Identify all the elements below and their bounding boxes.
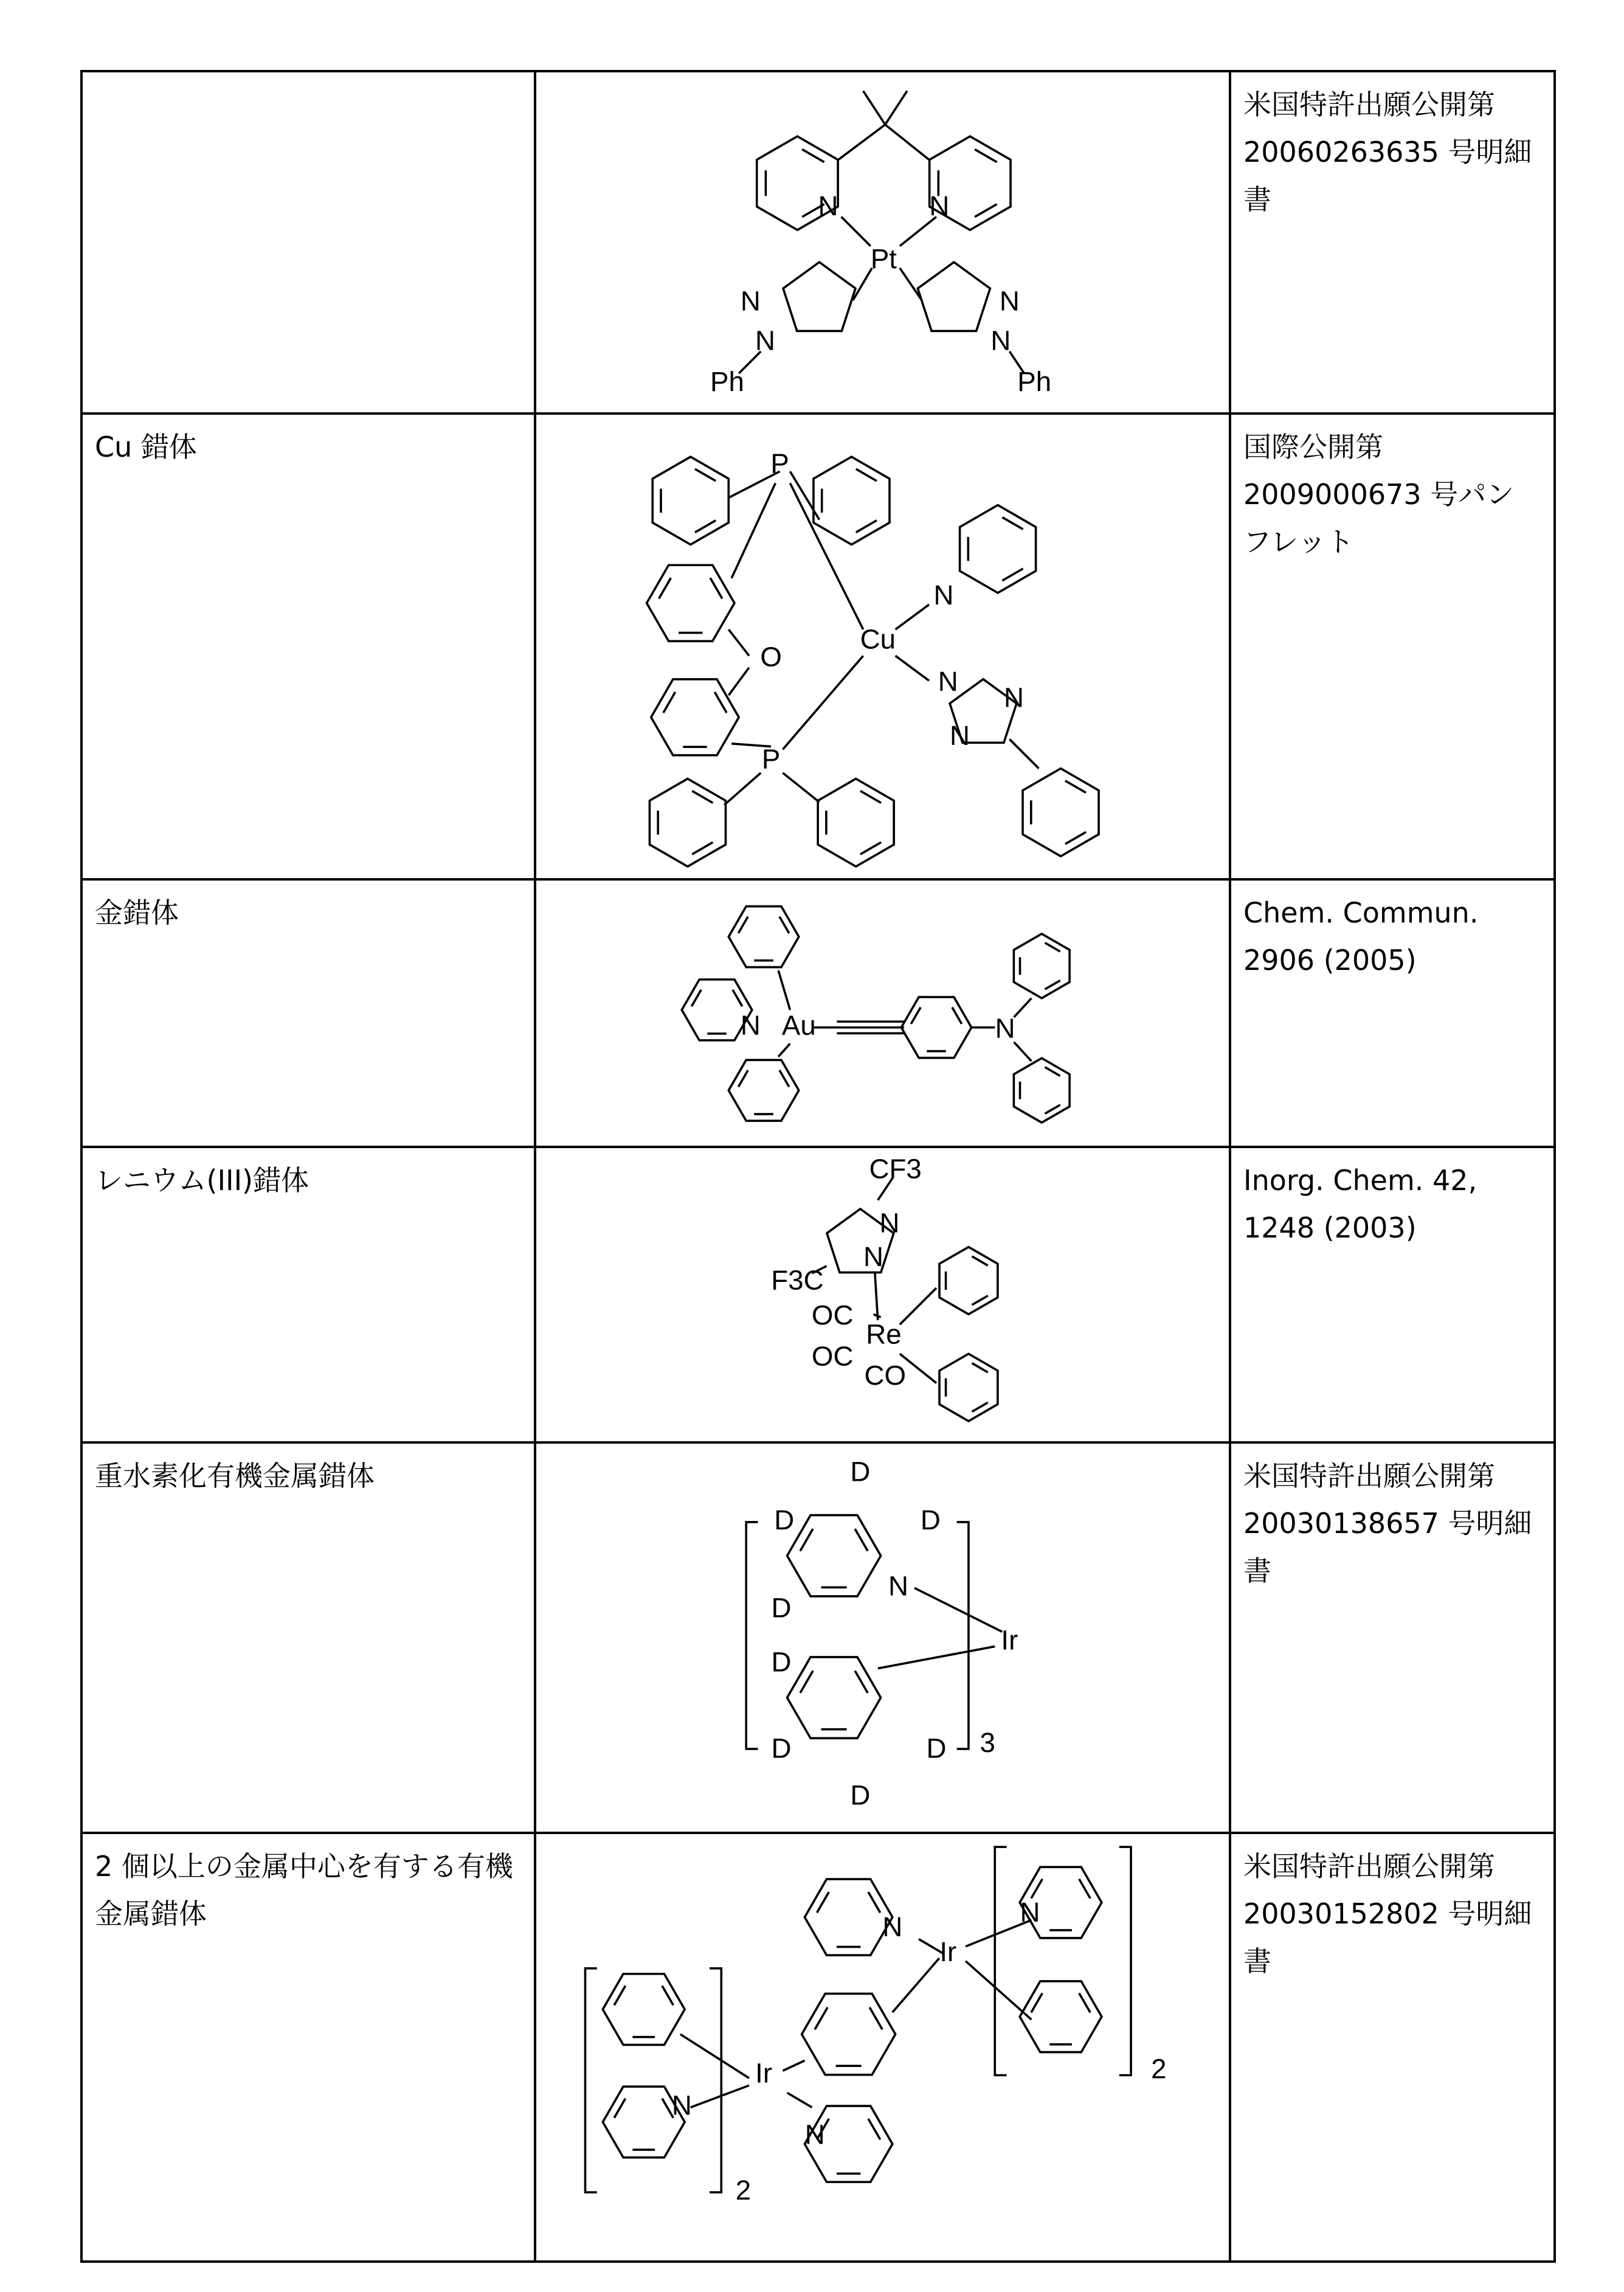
pt-complex-atom-label: N bbox=[990, 325, 1011, 356]
category-cell bbox=[81, 71, 535, 414]
dinuclear-ir-complex-atom-label: N bbox=[1020, 1897, 1040, 1928]
structure-cell bbox=[535, 1147, 1230, 1442]
cu-complex-atom-label: N bbox=[950, 720, 970, 751]
deuterated-ir-complex-atom-label: Ir bbox=[1001, 1624, 1018, 1655]
reference-cell bbox=[1230, 1833, 1555, 2262]
structure-cell bbox=[535, 879, 1230, 1147]
dinuclear-ir-complex-atom-label: N bbox=[805, 2119, 825, 2150]
pt-complex-atom-label: Ph bbox=[1017, 366, 1051, 397]
cu-complex-atom-label: Cu bbox=[860, 623, 896, 654]
deuterated-ir-complex-atom-label: D bbox=[927, 1733, 947, 1764]
deuterated-ir-complex-atom-label: D bbox=[850, 1456, 870, 1487]
pt-complex-atom-label: N bbox=[755, 325, 775, 356]
pt-complex-atom-label: N bbox=[929, 190, 949, 221]
dinuclear-ir-complex-atom-label: Ir bbox=[939, 1936, 956, 1967]
table-row bbox=[81, 1442, 1555, 1833]
re-complex-atom-label: OC bbox=[812, 1300, 854, 1331]
cu-complex-atom-label: P bbox=[762, 744, 780, 775]
reference-cell bbox=[1230, 879, 1555, 1147]
cu-complex-atom-label: N bbox=[1004, 682, 1024, 713]
reference-cell bbox=[1230, 71, 1555, 414]
dinuclear-ir-complex-atom-label: N bbox=[672, 2090, 692, 2121]
reference-text: 国際公開第 2009000673 号パンフレット bbox=[1243, 431, 1514, 558]
table-row bbox=[81, 414, 1555, 879]
reference-text: 米国特許出願公開第 20030152802 号明細書 bbox=[1243, 1850, 1532, 1978]
deuterated-ir-complex-atom-label: D bbox=[774, 1504, 794, 1536]
table-row bbox=[81, 71, 1555, 414]
category-cell bbox=[81, 1833, 535, 2262]
category-text: Cu 錯体 bbox=[95, 431, 197, 463]
deuterated-ir-complex-atom-label: D bbox=[771, 1646, 791, 1677]
category-text: 2 個以上の金属中心を有する有機金属錯体 bbox=[95, 1850, 513, 1930]
dinuclear-ir-complex-atom-label: 2 bbox=[1151, 2053, 1166, 2084]
cu-complex-atom-label: N bbox=[938, 666, 958, 697]
dinuclear-ir-complex-atom-label: N bbox=[882, 1911, 902, 1942]
pt-complex-atom-label: N bbox=[741, 286, 761, 317]
structure-cell bbox=[535, 1833, 1230, 2262]
deuterated-ir-complex-atom-label: D bbox=[921, 1504, 941, 1536]
deuterated-ir-complex-atom-label: N bbox=[888, 1570, 908, 1601]
reference-text: 米国特許出願公開第 20030138657 号明細書 bbox=[1243, 1459, 1532, 1587]
cu-complex-atom-label: O bbox=[760, 641, 782, 672]
category-cell bbox=[81, 1442, 535, 1833]
structure-cell bbox=[535, 1442, 1230, 1833]
category-text: 重水素化有機金属錯体 bbox=[95, 1459, 375, 1492]
reference-text: Inorg. Chem. 42, 1248 (2003) bbox=[1243, 1164, 1477, 1244]
re-complex-atom-label: N bbox=[863, 1241, 883, 1272]
deuterated-ir-complex-atom-label: D bbox=[850, 1779, 870, 1810]
au-complex-atom-label: Au bbox=[782, 1010, 816, 1041]
deuterated-ir-complex-atom-label: D bbox=[771, 1592, 791, 1623]
deuterated-ir-complex-atom-label: 3 bbox=[980, 1727, 995, 1758]
deuterated-ir-complex-atom-label: D bbox=[771, 1733, 791, 1764]
reference-cell bbox=[1230, 1442, 1555, 1833]
re-complex-atom-label: F3C bbox=[771, 1264, 823, 1295]
re-complex-atom-label: CF3 bbox=[869, 1153, 921, 1184]
category-cell bbox=[81, 1147, 535, 1442]
compound-table bbox=[80, 70, 1556, 2263]
au-complex-atom-label: N bbox=[741, 1010, 761, 1041]
re-complex-atom-label: Re bbox=[866, 1318, 901, 1349]
reference-cell bbox=[1230, 414, 1555, 879]
category-cell bbox=[81, 414, 535, 879]
reference-text: Chem. Commun. 2906 (2005) bbox=[1243, 896, 1478, 977]
pt-complex-atom-label: Ph bbox=[710, 366, 744, 397]
category-text: レニウム(III)錯体 bbox=[95, 1164, 309, 1197]
structure-cell bbox=[535, 414, 1230, 879]
dinuclear-ir-complex-atom-label: Ir bbox=[755, 2058, 772, 2089]
re-complex-atom-label: OC bbox=[812, 1340, 854, 1371]
pt-complex-atom-label: N bbox=[818, 190, 838, 221]
category-text: 金錯体 bbox=[95, 896, 179, 929]
pt-complex-atom-label: N bbox=[1000, 286, 1020, 317]
reference-cell bbox=[1230, 1147, 1555, 1442]
table-row bbox=[81, 879, 1555, 1147]
cu-complex-atom-label: N bbox=[934, 580, 954, 611]
au-complex-atom-label: N bbox=[995, 1013, 1015, 1044]
table-row bbox=[81, 1833, 1555, 2262]
re-complex-atom-label: N bbox=[880, 1208, 900, 1239]
re-complex-atom-label: CO bbox=[865, 1360, 907, 1391]
table-row bbox=[81, 1147, 1555, 1442]
dinuclear-ir-complex-atom-label: 2 bbox=[736, 2175, 751, 2206]
structure-cell bbox=[535, 71, 1230, 414]
cu-complex-atom-label: P bbox=[770, 448, 789, 479]
category-cell bbox=[81, 879, 535, 1147]
reference-text: 米国特許出願公開第 20060263635 号明細書 bbox=[1243, 88, 1532, 216]
pt-complex-atom-label: Pt bbox=[871, 243, 897, 274]
